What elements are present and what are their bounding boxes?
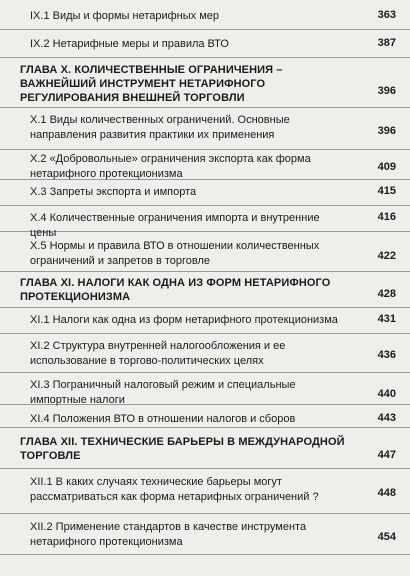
- toc-section-title: X.5 Нормы и правила ВТО в отношении количественных ограничений и запретов в торговле: [30, 240, 320, 267]
- toc-page-number: 363: [377, 9, 396, 21]
- toc-section-title: IX.1 Виды и формы нетарифных мер: [30, 10, 220, 22]
- toc-section: [30, 185, 342, 200]
- toc-chapter: [20, 435, 350, 463]
- toc-page-number: 443: [377, 412, 396, 424]
- toc-page-number: 436: [377, 349, 396, 361]
- divider-line: [0, 333, 410, 334]
- divider-line: [0, 513, 410, 514]
- toc-section: [30, 113, 342, 143]
- divider-line: [0, 468, 410, 469]
- toc-section: [30, 9, 342, 24]
- toc-section: [30, 211, 342, 241]
- toc-section: [30, 239, 342, 269]
- divider-line: [0, 57, 410, 58]
- toc-section: [30, 313, 342, 328]
- toc-section: [30, 378, 342, 408]
- toc-section: [30, 152, 342, 182]
- toc-section-title: XI.3 Пограничный налоговый режим и специальные импортные налоги: [30, 379, 296, 406]
- divider-line: [0, 554, 410, 555]
- toc-section: [30, 475, 342, 505]
- toc-page-number: 422: [377, 250, 396, 262]
- toc-page-number: 440: [377, 388, 396, 400]
- toc-section-title: X.1 Виды количественных ограничений. Основные направления развития практики их применения: [30, 114, 290, 141]
- divider-line: [0, 205, 410, 206]
- toc-page-number: 409: [377, 161, 396, 173]
- divider-line: [0, 149, 410, 150]
- toc-page-number: 396: [377, 125, 396, 137]
- toc-section-title: X.2 «Добровольные» ограничения экспорта как форма нетарифного протекционизма: [30, 153, 311, 180]
- toc-section: [30, 37, 342, 52]
- toc-page-number: 431: [377, 313, 396, 325]
- toc-chapter-title: ГЛАВА XII. ТЕХНИЧЕСКИЕ БАРЬЕРЫ В МЕЖДУНАРОДНОЙ ТОРГОВЛЕ: [20, 436, 345, 463]
- divider-line: [0, 372, 410, 373]
- toc-page-number: 387: [377, 37, 396, 49]
- toc-section-title: XI.2 Структура внутренней налогообложения и ее использование в торгово-политических целях: [30, 340, 286, 367]
- toc-chapter: [20, 276, 350, 304]
- toc-chapter: [20, 63, 350, 106]
- toc-section-title: XI.1 Налоги как одна из форм нетарифного протекционизма: [30, 314, 338, 326]
- divider-line: [0, 29, 410, 30]
- toc-page-number: 428: [377, 288, 396, 300]
- toc-section-title: XII.2 Применение стандартов в качестве инструмента нетарифного протекционизма: [30, 521, 307, 548]
- divider-line: [0, 427, 410, 428]
- toc-chapter-title: ГЛАВА X. КОЛИЧЕСТВЕННЫЕ ОГРАНИЧЕНИЯ – ВАЖНЕЙШИЙ ИНСТРУМЕНТ НЕТАРИФНОГО РЕГУЛИРОВАНИЯ ВНЕШНЕЙ ТОРГОВЛИ: [20, 64, 283, 105]
- toc-chapter-title: ГЛАВА XI. НАЛОГИ КАК ОДНА ИЗ ФОРМ НЕТАРИФНОГО ПРОТЕКЦИОНИЗМА: [20, 277, 331, 304]
- toc-page-number: 396: [377, 85, 396, 97]
- toc-section-title: X.3 Запреты экспорта и импорта: [30, 186, 197, 198]
- toc-section: [30, 520, 342, 550]
- toc-section-title: XII.1 В каких случаях технические барьеры могут рассматриваться как форма нетарифных ограничений ?: [30, 476, 319, 503]
- toc-page-number: 447: [377, 449, 396, 461]
- toc-section: [30, 412, 342, 427]
- divider-line: [0, 107, 410, 108]
- toc-section-title: IX.2 Нетарифные меры и правила ВТО: [30, 38, 229, 50]
- toc-section-title: XI.4 Положения ВТО в отношении налогов и сборов: [30, 413, 296, 425]
- toc-page-number: 448: [377, 487, 396, 499]
- toc-section: [30, 339, 342, 369]
- divider-line: [0, 307, 410, 308]
- toc-page-number: 454: [377, 531, 396, 543]
- toc-page-number: 415: [377, 185, 396, 197]
- toc-page-number: 416: [377, 211, 396, 223]
- toc-section-title: X.4 Количественные ограничения импорта и внутренние цены: [30, 212, 320, 239]
- divider-line: [0, 271, 410, 272]
